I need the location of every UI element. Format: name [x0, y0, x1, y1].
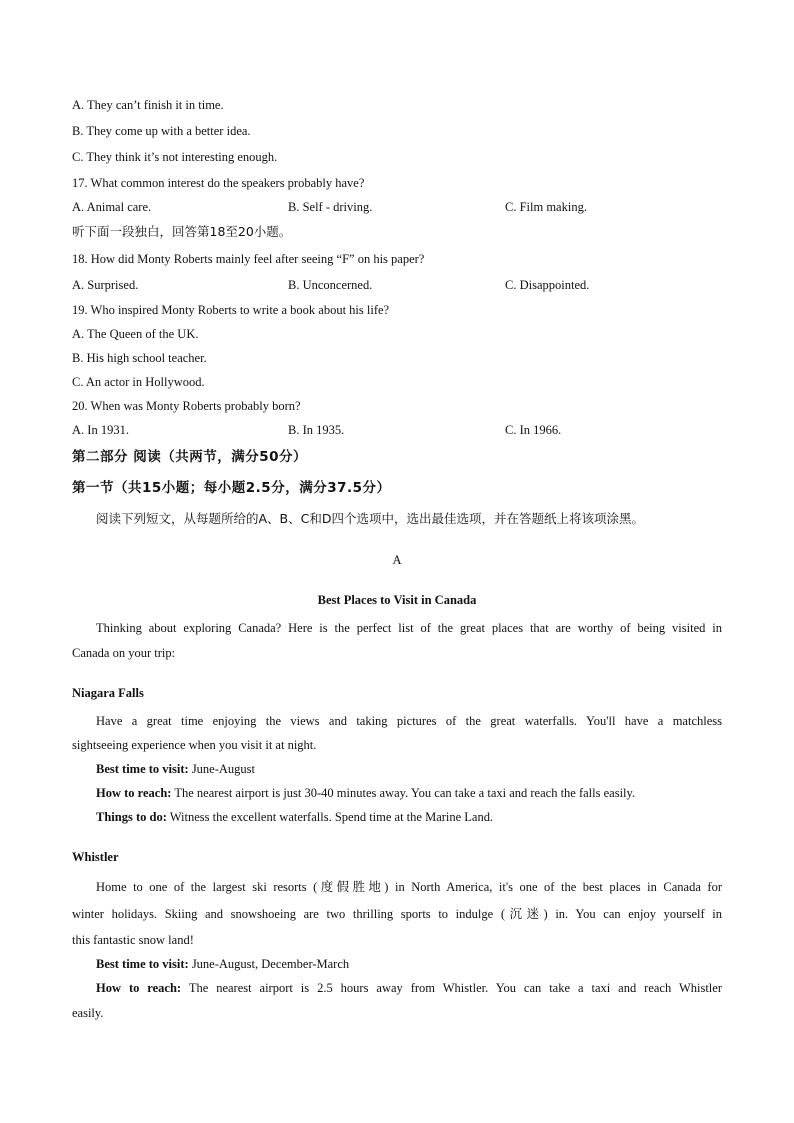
q20-option-b: B. In 1935.	[288, 423, 345, 437]
whistler-how-value: The nearest airport is 2.5 hours away from Whistler. You can take a taxi and reach Whistler	[181, 981, 722, 995]
whistler-how-value-line-2: easily.	[72, 1006, 104, 1020]
q19-option-c: C. An actor in Hollywood.	[72, 375, 205, 389]
q18-option-c: C. Disappointed.	[505, 278, 590, 292]
q16-option-b: B. They come up with a better idea.	[72, 124, 251, 138]
q19-option-a: A. The Queen of the UK.	[72, 327, 199, 341]
q18-option-a: A. Surprised.	[72, 278, 139, 292]
q17-option-c: C. Film making.	[505, 200, 587, 214]
niagara-how-to-reach	[96, 785, 635, 801]
whistler-how-label: How to reach:	[96, 981, 182, 995]
intro-line-2: Canada on your trip:	[72, 646, 176, 660]
q20-question: 20. When was Monty Roberts probably born?	[72, 399, 301, 413]
niagara-desc-line-1: Have a great time enjoying the views and taking pictures of the great waterfalls. You'll have a matchless	[96, 714, 722, 728]
niagara-things-label: Things to do:	[96, 810, 167, 824]
intro-line-1: Thinking about exploring Canada? Here is the perfect list of the great places that are worthy of being visited in	[96, 621, 722, 635]
section1-title: 第一节（共15小题；每小题2.5分，满分37.5分）	[72, 480, 391, 496]
passage-title: Best Places to Visit in Canada	[317, 593, 477, 607]
whistler-how-to-reach	[96, 980, 722, 996]
whistler-desc-line-2: winter holidays. Skiing and snowshoeing are two thrilling sports to indulge (沉迷) in. You can enjoy yourself in	[72, 907, 722, 921]
passage-label: A	[392, 553, 402, 567]
part2-title: 第二部分 阅读（共两节，满分50分）	[72, 449, 307, 465]
niagara-things-value: Witness the excellent waterfalls. Spend time at the Marine Land.	[166, 810, 494, 824]
q17-question: 17. What common interest do the speakers probably have?	[72, 176, 365, 190]
q17-option-b: B. Self - driving.	[288, 200, 373, 214]
q19-question: 19. Who inspired Monty Roberts to write a book about his life?	[72, 303, 390, 317]
niagara-best-time-label: Best time to visit:	[96, 762, 189, 776]
q18-option-b: B. Unconcerned.	[288, 278, 373, 292]
niagara-how-label: How to reach:	[96, 786, 172, 800]
niagara-how-value: The nearest airport is just 30-40 minutes away. You can take a taxi and reach the falls easily.	[171, 786, 636, 800]
niagara-heading: Niagara Falls	[72, 686, 144, 700]
whistler-heading: Whistler	[72, 850, 119, 864]
niagara-things-to-do	[96, 809, 493, 825]
whistler-desc-line-3: this fantastic snow land!	[72, 933, 194, 947]
niagara-best-time	[96, 761, 255, 777]
niagara-best-time-value: June-August	[188, 762, 256, 776]
whistler-desc-line-1: Home to one of the largest ski resorts (度假胜地) in North America, it's one of the best places in Canada for	[96, 880, 722, 894]
monologue-instruction: 听下面一段独白，回答第18至20小题。	[72, 224, 292, 239]
q18-question: 18. How did Monty Roberts mainly feel after seeing “F” on his paper?	[72, 252, 425, 266]
reading-instruction: 阅读下列短文，从每题所给的A、B、C和D四个选项中，选出最佳选项，并在答题纸上将该项涂黑。	[96, 511, 644, 526]
niagara-desc-line-2: sightseeing experience when you visit it at night.	[72, 738, 317, 752]
q20-option-c: C. In 1966.	[505, 423, 562, 437]
whistler-best-time-label: Best time to visit:	[96, 957, 189, 971]
q20-option-a: A. In 1931.	[72, 423, 129, 437]
whistler-best-time	[96, 956, 349, 972]
q16-option-c: C. They think it’s not interesting enough.	[72, 150, 278, 164]
q17-option-a: A. Animal care.	[72, 200, 152, 214]
q16-option-a: A. They can’t finish it in time.	[72, 98, 224, 112]
whistler-best-time-value: June-August, December-March	[188, 957, 350, 971]
q19-option-b: B. His high school teacher.	[72, 351, 207, 365]
